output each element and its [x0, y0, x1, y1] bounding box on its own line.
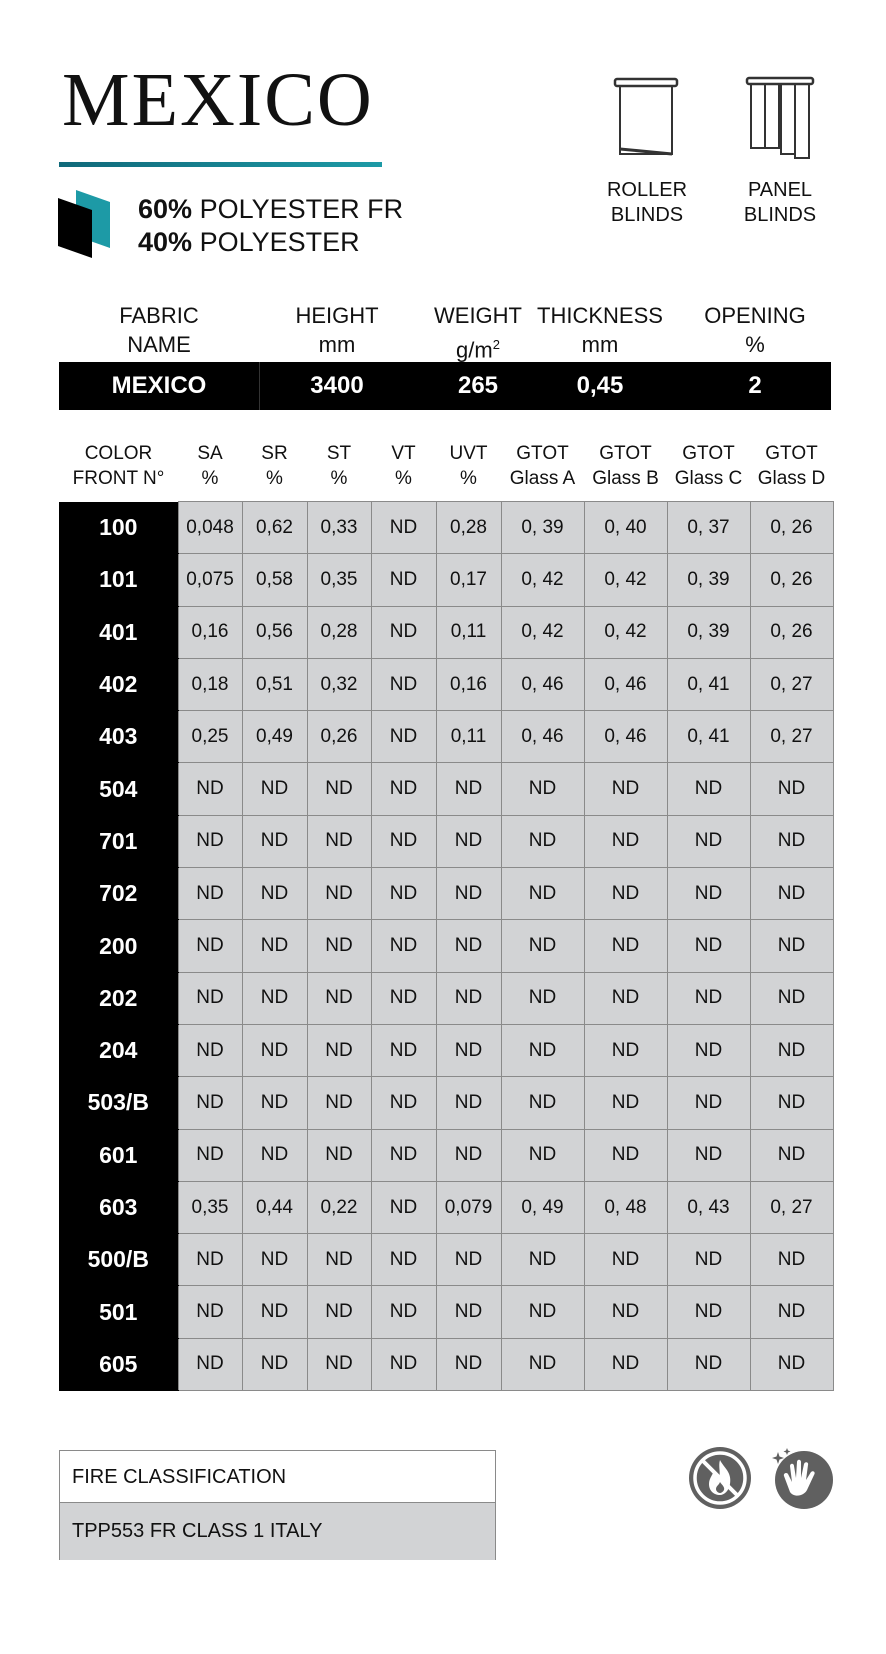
- table-cell-gtot-glass-b: 0, 40: [584, 502, 667, 554]
- table-cell-st: 0,22: [307, 1181, 371, 1233]
- table-cell-gtot-glass-a: ND: [501, 1286, 584, 1338]
- table-cell-gtot-glass-d: ND: [750, 972, 833, 1024]
- table-cell-gtot-glass-d: ND: [750, 1234, 833, 1286]
- table-cell-sa: ND: [178, 1286, 242, 1338]
- table-cell-sr: ND: [242, 1024, 307, 1076]
- table-row: [59, 554, 833, 606]
- column-header-gtot-glass-b: GTOT Glass B: [592, 443, 659, 489]
- table-cell-vt: ND: [371, 1338, 436, 1390]
- table-cell-st: ND: [307, 1286, 371, 1338]
- table-cell-gtot-glass-c: ND: [667, 1024, 750, 1076]
- table-cell-sr: 0,58: [242, 554, 307, 606]
- color-code: 200: [59, 920, 178, 972]
- easy-clean-hand-icon: [770, 1446, 834, 1510]
- table-cell-uvt: 0,17: [436, 554, 501, 606]
- table-cell-sr: ND: [242, 1234, 307, 1286]
- table-cell-uvt: 0,16: [436, 658, 501, 710]
- column-header-sa: SA %: [197, 443, 223, 489]
- table-cell-sr: 0,51: [242, 658, 307, 710]
- color-code: 503/B: [59, 1077, 178, 1129]
- color-code: 500/B: [59, 1234, 178, 1286]
- table-cell-gtot-glass-d: ND: [750, 1338, 833, 1390]
- table-row: [59, 972, 833, 1024]
- table-cell-gtot-glass-a: ND: [501, 1338, 584, 1390]
- column-header-st: ST %: [326, 443, 352, 489]
- table-row: [59, 658, 833, 710]
- table-cell-sr: ND: [242, 972, 307, 1024]
- page-title: MEXICO: [62, 58, 374, 142]
- table-cell-st: ND: [307, 972, 371, 1024]
- table-cell-sr: ND: [242, 1129, 307, 1181]
- table-cell-gtot-glass-b: ND: [584, 1286, 667, 1338]
- table-cell-gtot-glass-a: ND: [501, 763, 584, 815]
- table-cell-vt: ND: [371, 658, 436, 710]
- spec-header-weight: WEIGHT $g/m^2$: [434, 303, 522, 363]
- table-cell-st: ND: [307, 920, 371, 972]
- table-cell-vt: ND: [371, 1234, 436, 1286]
- table-cell-gtot-glass-a: ND: [501, 815, 584, 867]
- table-cell-sa: ND: [178, 868, 242, 920]
- table-cell-uvt: 0,28: [436, 502, 501, 554]
- table-cell-st: ND: [307, 1024, 371, 1076]
- table-cell-gtot-glass-d: 0, 26: [750, 606, 833, 658]
- table-cell-uvt: 0,11: [436, 711, 501, 763]
- fabric-layers-icon: [58, 190, 110, 258]
- table-cell-sa: 0,35: [178, 1181, 242, 1233]
- color-code: 403: [59, 711, 178, 763]
- table-cell-gtot-glass-c: ND: [667, 1286, 750, 1338]
- table-cell-gtot-glass-a: 0, 46: [501, 658, 584, 710]
- table-cell-sr: ND: [242, 1286, 307, 1338]
- table-cell-gtot-glass-a: ND: [501, 868, 584, 920]
- table-cell-sa: 0,18: [178, 658, 242, 710]
- table-row: [59, 1024, 833, 1076]
- spec-value-opening: 2: [748, 372, 762, 399]
- table-cell-sa: 0,16: [178, 606, 242, 658]
- fire-classification-value: TPP553 FR CLASS 1 ITALY: [60, 1503, 495, 1560]
- table-row: [59, 763, 833, 815]
- spec-header-opening: OPENING %: [704, 303, 806, 357]
- table-cell-gtot-glass-c: ND: [667, 1234, 750, 1286]
- table-cell-sa: ND: [178, 1129, 242, 1181]
- table-cell-gtot-glass-c: 0, 39: [667, 554, 750, 606]
- spec-value-fabric-name: MEXICO: [111, 372, 207, 399]
- roller-blind-icon: [611, 75, 681, 159]
- table-cell-st: ND: [307, 1129, 371, 1181]
- table-cell-sr: ND: [242, 868, 307, 920]
- table-cell-st: ND: [307, 815, 371, 867]
- color-code: 701: [59, 815, 178, 867]
- table-row: [59, 920, 833, 972]
- table-cell-gtot-glass-a: ND: [501, 1234, 584, 1286]
- table-cell-st: 0,33: [307, 502, 371, 554]
- table-cell-sr: 0,44: [242, 1181, 307, 1233]
- table-cell-st: ND: [307, 868, 371, 920]
- table-row: [59, 1181, 833, 1233]
- table-cell-sr: ND: [242, 815, 307, 867]
- table-cell-st: ND: [307, 1338, 371, 1390]
- table-cell-gtot-glass-c: ND: [667, 1129, 750, 1181]
- table-cell-vt: ND: [371, 868, 436, 920]
- table-cell-sa: 0,25: [178, 711, 242, 763]
- roller-blinds-label: ROLLER BLINDS: [606, 179, 688, 226]
- table-cell-gtot-glass-b: ND: [584, 1234, 667, 1286]
- table-cell-vt: ND: [371, 1181, 436, 1233]
- color-code: 202: [59, 972, 178, 1024]
- table-row: [59, 711, 833, 763]
- table-cell-sr: ND: [242, 920, 307, 972]
- table-cell-gtot-glass-c: ND: [667, 815, 750, 867]
- table-cell-st: ND: [307, 1234, 371, 1286]
- table-cell-gtot-glass-a: 0, 49: [501, 1181, 584, 1233]
- table-cell-sa: ND: [178, 1024, 242, 1076]
- column-header-gtot-glass-d: GTOT Glass D: [757, 443, 826, 489]
- table-cell-gtot-glass-c: 0, 39: [667, 606, 750, 658]
- table-cell-uvt: ND: [436, 920, 501, 972]
- table-cell-vt: ND: [371, 1129, 436, 1181]
- spec-value-thickness: 0,45: [576, 372, 624, 399]
- table-cell-sa: ND: [178, 815, 242, 867]
- table-cell-uvt: ND: [436, 1077, 501, 1129]
- composition-line-1: 60% POLYESTER FR: [138, 194, 404, 224]
- table-cell-gtot-glass-b: ND: [584, 920, 667, 972]
- table-cell-gtot-glass-b: ND: [584, 1077, 667, 1129]
- table-cell-st: 0,28: [307, 606, 371, 658]
- table-cell-vt: ND: [371, 1286, 436, 1338]
- table-cell-vt: ND: [371, 1024, 436, 1076]
- column-header-gtot-glass-c: GTOT Glass C: [674, 443, 743, 489]
- spec-header-height: HEIGHT mm: [295, 303, 379, 357]
- table-row: [59, 1077, 833, 1129]
- table-cell-gtot-glass-c: ND: [667, 1077, 750, 1129]
- table-cell-uvt: 0,11: [436, 606, 501, 658]
- spec-header-thickness: THICKNESS mm: [537, 303, 663, 357]
- table-row: [59, 502, 833, 554]
- table-cell-gtot-glass-a: ND: [501, 920, 584, 972]
- spec-divider: [259, 362, 260, 410]
- table-cell-gtot-glass-d: ND: [750, 920, 833, 972]
- table-cell-uvt: ND: [436, 763, 501, 815]
- color-code: 101: [59, 554, 178, 606]
- table-cell-gtot-glass-d: ND: [750, 1286, 833, 1338]
- table-cell-st: 0,35: [307, 554, 371, 606]
- table-cell-gtot-glass-c: ND: [667, 1338, 750, 1390]
- composition: [138, 193, 403, 259]
- table-cell-st: 0,26: [307, 711, 371, 763]
- table-cell-gtot-glass-d: ND: [750, 1024, 833, 1076]
- table-cell-gtot-glass-b: ND: [584, 1338, 667, 1390]
- table-cell-gtot-glass-b: 0, 42: [584, 554, 667, 606]
- table-cell-gtot-glass-d: ND: [750, 1129, 833, 1181]
- table-cell-sa: ND: [178, 763, 242, 815]
- table-cell-uvt: ND: [436, 1234, 501, 1286]
- color-code: 605: [59, 1338, 178, 1390]
- table-cell-sa: ND: [178, 920, 242, 972]
- table-cell-vt: ND: [371, 815, 436, 867]
- table-cell-gtot-glass-a: 0, 46: [501, 711, 584, 763]
- table-cell-gtot-glass-c: 0, 43: [667, 1181, 750, 1233]
- table-cell-gtot-glass-d: 0, 27: [750, 711, 833, 763]
- table-cell-vt: ND: [371, 606, 436, 658]
- fire-classification-box: [59, 1450, 496, 1560]
- table-cell-uvt: ND: [436, 972, 501, 1024]
- table-cell-gtot-glass-b: ND: [584, 815, 667, 867]
- table-row: [59, 815, 833, 867]
- table-cell-gtot-glass-a: ND: [501, 1077, 584, 1129]
- table-cell-gtot-glass-b: ND: [584, 1024, 667, 1076]
- fire-classification-title: FIRE CLASSIFICATION: [60, 1451, 495, 1503]
- table-cell-sa: 0,048: [178, 502, 242, 554]
- column-header-sr: SR %: [261, 443, 288, 489]
- table-cell-gtot-glass-b: 0, 46: [584, 711, 667, 763]
- table-cell-gtot-glass-b: ND: [584, 868, 667, 920]
- table-cell-gtot-glass-c: 0, 41: [667, 658, 750, 710]
- table-cell-gtot-glass-c: 0, 41: [667, 711, 750, 763]
- table-cell-gtot-glass-d: 0, 27: [750, 1181, 833, 1233]
- column-header-vt: VT %: [391, 443, 416, 489]
- color-code: 100: [59, 502, 178, 554]
- table-cell-gtot-glass-c: 0, 37: [667, 502, 750, 554]
- table-cell-gtot-glass-b: 0, 46: [584, 658, 667, 710]
- table-row: [59, 1338, 833, 1390]
- table-row: [59, 1129, 833, 1181]
- spec-value-weight: 265: [457, 372, 499, 399]
- color-code: 501: [59, 1286, 178, 1338]
- color-code: 601: [59, 1129, 178, 1181]
- table-row: [59, 606, 833, 658]
- table-cell-gtot-glass-d: 0, 26: [750, 502, 833, 554]
- table-cell-sa: ND: [178, 1338, 242, 1390]
- table-cell-vt: ND: [371, 972, 436, 1024]
- table-cell-gtot-glass-a: 0, 42: [501, 606, 584, 658]
- table-cell-vt: ND: [371, 554, 436, 606]
- table-cell-gtot-glass-c: ND: [667, 868, 750, 920]
- color-code: 504: [59, 763, 178, 815]
- table-row: [59, 868, 833, 920]
- table-cell-vt: ND: [371, 1077, 436, 1129]
- table-cell-gtot-glass-b: 0, 42: [584, 606, 667, 658]
- table-row: [59, 1286, 833, 1338]
- column-header-uvt: UVT %: [449, 443, 488, 489]
- composition-line-2: 40% POLYESTER: [138, 227, 360, 257]
- table-cell-sa: ND: [178, 1077, 242, 1129]
- table-cell-sr: ND: [242, 763, 307, 815]
- table-cell-gtot-glass-b: 0, 48: [584, 1181, 667, 1233]
- panel-blinds-label: PANEL BLINDS: [743, 179, 817, 226]
- table-cell-gtot-glass-b: ND: [584, 763, 667, 815]
- table-cell-gtot-glass-d: 0, 26: [750, 554, 833, 606]
- table-cell-sa: ND: [178, 972, 242, 1024]
- table-cell-gtot-glass-a: 0, 42: [501, 554, 584, 606]
- table-cell-gtot-glass-a: ND: [501, 1024, 584, 1076]
- table-cell-gtot-glass-a: ND: [501, 972, 584, 1024]
- table-cell-sr: 0,56: [242, 606, 307, 658]
- table-cell-gtot-glass-d: ND: [750, 868, 833, 920]
- table-cell-st: 0,32: [307, 658, 371, 710]
- table-cell-uvt: 0,079: [436, 1181, 501, 1233]
- table-cell-gtot-glass-b: ND: [584, 972, 667, 1024]
- table-cell-gtot-glass-d: ND: [750, 1077, 833, 1129]
- table-cell-gtot-glass-d: ND: [750, 815, 833, 867]
- table-cell-gtot-glass-d: ND: [750, 763, 833, 815]
- table-cell-sr: 0,49: [242, 711, 307, 763]
- table-cell-gtot-glass-d: 0, 27: [750, 658, 833, 710]
- spec-header-fabric-name: FABRIC NAME: [119, 303, 199, 357]
- column-header-gtot-glass-a: GTOT Glass A: [509, 443, 576, 489]
- color-code: 603: [59, 1181, 178, 1233]
- table-cell-st: ND: [307, 1077, 371, 1129]
- color-code: 204: [59, 1024, 178, 1076]
- color-code: 702: [59, 868, 178, 920]
- table-cell-uvt: ND: [436, 868, 501, 920]
- table-cell-gtot-glass-c: ND: [667, 763, 750, 815]
- color-code: 402: [59, 658, 178, 710]
- flame-retardant-icon: [688, 1446, 752, 1510]
- table-cell-vt: ND: [371, 920, 436, 972]
- title-underline: [59, 162, 382, 167]
- table-cell-gtot-glass-c: ND: [667, 972, 750, 1024]
- table-cell-uvt: ND: [436, 815, 501, 867]
- table-cell-sa: ND: [178, 1234, 242, 1286]
- table-cell-sr: ND: [242, 1077, 307, 1129]
- spec-value-height: 3400: [310, 372, 364, 399]
- table-row: [59, 1234, 833, 1286]
- table-cell-vt: ND: [371, 502, 436, 554]
- table-cell-uvt: ND: [436, 1286, 501, 1338]
- table-cell-vt: ND: [371, 763, 436, 815]
- color-code: 401: [59, 606, 178, 658]
- panel-blind-icon: [745, 75, 815, 159]
- table-cell-gtot-glass-c: ND: [667, 920, 750, 972]
- table-cell-vt: ND: [371, 711, 436, 763]
- table-cell-gtot-glass-a: ND: [501, 1129, 584, 1181]
- table-cell-gtot-glass-b: ND: [584, 1129, 667, 1181]
- table-cell-uvt: ND: [436, 1338, 501, 1390]
- table-cell-st: ND: [307, 763, 371, 815]
- table-cell-sr: ND: [242, 1338, 307, 1390]
- table-cell-gtot-glass-a: 0, 39: [501, 502, 584, 554]
- table-cell-uvt: ND: [436, 1129, 501, 1181]
- table-cell-sr: 0,62: [242, 502, 307, 554]
- color-table: [59, 501, 834, 1391]
- table-cell-uvt: ND: [436, 1024, 501, 1076]
- table-cell-sa: 0,075: [178, 554, 242, 606]
- column-header-color-front-n: COLOR FRONT N°: [72, 443, 165, 489]
